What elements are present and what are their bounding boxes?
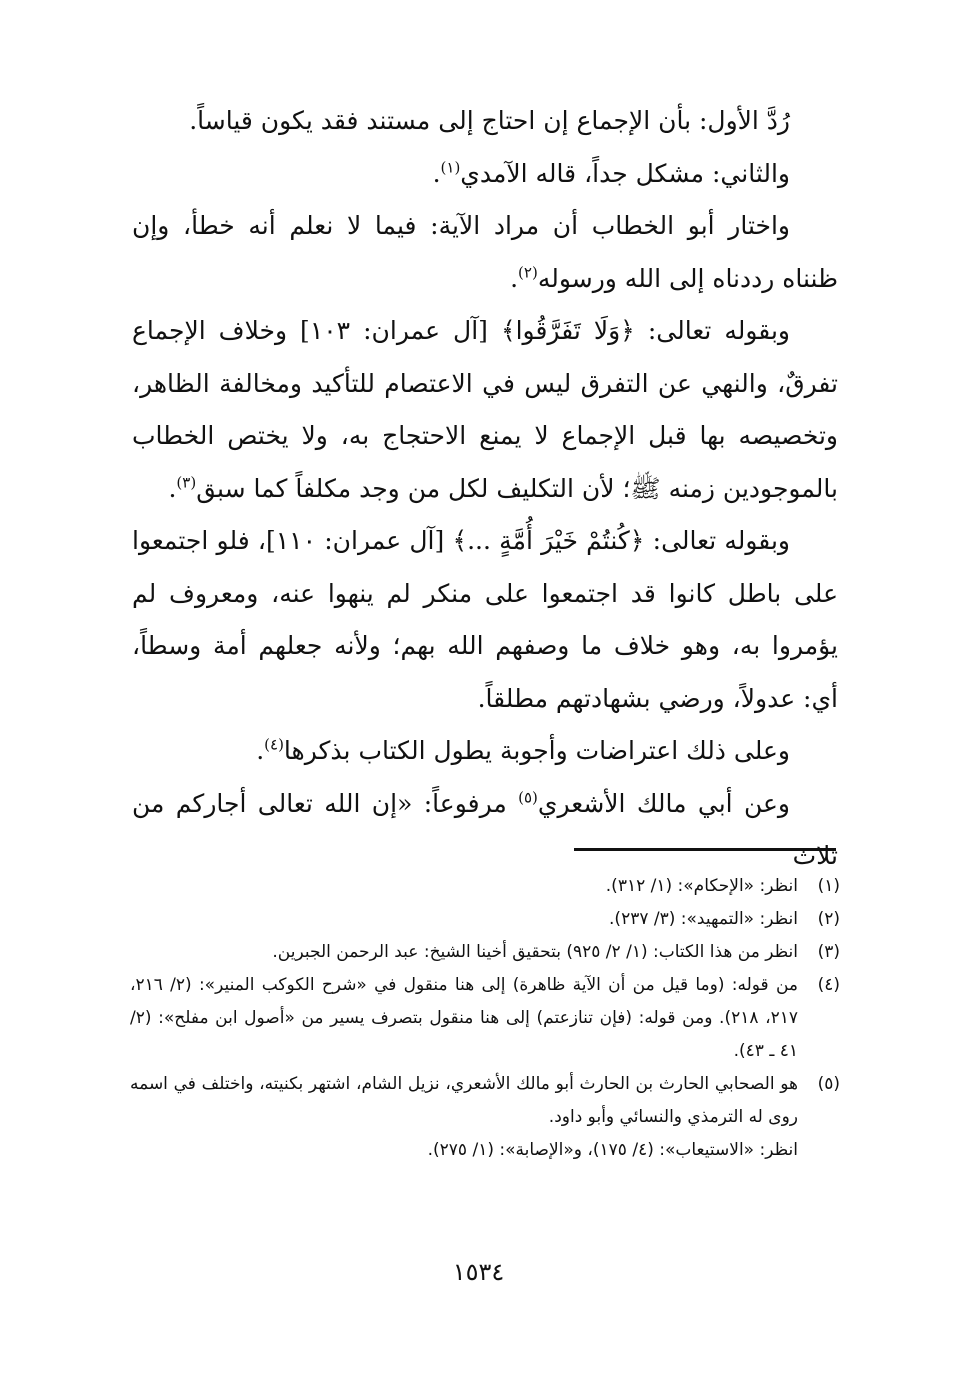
- footnotes: [130, 870, 840, 1167]
- punctuation: .: [510, 263, 519, 293]
- paragraph-text: وعلى ذلك اعتراضات وأجوبة يطول الكتاب بذكرها: [283, 736, 790, 765]
- main-text: [132, 95, 838, 883]
- footnote-text-block: [130, 1068, 798, 1167]
- footnote-5: [130, 1068, 840, 1167]
- line-text: رُدَّ الأول: بأن الإجماع إن احتاج إلى مستند فقد يكون قياساً.: [189, 106, 790, 135]
- page-number: ١٥٣٤: [452, 1258, 505, 1286]
- footnote-number: (٢): [817, 909, 840, 929]
- paragraph-2: [132, 148, 838, 201]
- punctuation: .: [168, 473, 177, 503]
- footnote-text: انظر: «الإحكام»: (١/ ٣١٢).: [605, 876, 798, 896]
- footnote-number: (٣): [817, 942, 840, 962]
- footnote-number: (٤): [817, 975, 840, 995]
- footnote-1: [130, 870, 840, 903]
- footnote-ref: (٣): [176, 473, 197, 492]
- footnote-text: انظر: «التمهيد»: (٣/ ٢٣٧).: [609, 909, 798, 929]
- line-text: والثاني: مشكل جداً، قاله الآمدي: [460, 158, 790, 188]
- footnote-ref: (٢): [518, 263, 538, 282]
- paragraph-text: [آل عمران: ١٠٣] وخلاف الإجماع تفرقٌ، والنهي عن التفرق ليس في الاعتصام للتأكيد ومخالفة الظاهر، وتخصيصه بها قبل الإجماع لا يمنع الاحتجاج به، ولا يختص الخطاب بالموجودين زمنه ﷺ؛ لأن التكليف لكل من وجد مكلفاً كما سبق: [132, 316, 838, 503]
- paragraph-1: [132, 95, 838, 148]
- footnote-ref: (٥): [518, 788, 538, 807]
- footnote-separator: [574, 848, 836, 851]
- paragraph-4: [132, 305, 838, 515]
- footnote-3: [130, 936, 840, 969]
- paragraph-6: [132, 725, 838, 778]
- footnote-4: [130, 969, 840, 1068]
- footnote-text: انظر: «الاستيعاب»: (٤/ ١٧٥)، و«الإصابة»: (١/ ٢٧٥).: [427, 1140, 798, 1160]
- paragraph-3: [132, 200, 838, 305]
- footnote-number: (٥): [817, 1074, 840, 1094]
- punctuation: .: [256, 736, 265, 765]
- paragraph-text: مرفوعاً: «إن الله تعالى أجاركم من ثلاث: [132, 788, 838, 870]
- quran-quote: ﴿كُنتُمْ خَيْرَ أُمَّةٍ ...﴾: [452, 526, 645, 555]
- punctuation: .: [432, 158, 441, 188]
- footnote-2: [130, 903, 840, 936]
- footnote-text: من قوله: (وما قيل من أن الآية ظاهرة) إلى هنا منقول في «شرح الكوكب المنير»: (٢/ ٢١٦، ٢١٧، ٢١٨). ومن قوله: (فإن تنازعتم) إلى هنا منقول بتصرف يسير من «أصول ابن مفلح»: (٢/ ٤١ ـ ٤٣).: [130, 975, 798, 1061]
- paragraph-text: واختار أبو الخطاب أن مراد الآية: فيما لا نعلم أنه خطأ، وإن ظنناه رددناه إلى الله ورسوله: [132, 211, 838, 293]
- footnote-text: انظر من هذا الكتاب: (١/ ٢/ ٩٢٥) بتحقيق أخينا الشيخ: عبد الرحمن الجبرين.: [272, 942, 798, 962]
- paragraph-text: وبقوله تعالى:: [644, 526, 790, 555]
- footnote-ref: (٤): [264, 735, 284, 754]
- paragraph-7: [132, 778, 838, 883]
- quran-quote: ﴿وَلَا تَفَرَّقُوا﴾: [500, 316, 635, 345]
- footnote-ref: (١): [440, 158, 461, 177]
- paragraph-text: وبقوله تعالى:: [634, 316, 790, 345]
- footnote-number: (١): [817, 876, 840, 896]
- footnote-text: هو الصحابي الحارث بن الحارث أبو مالك الأشعري، نزيل الشام، اشتهر بكنيته، واختلف في اسمه روى له الترمذي والنسائي وأبو داود.: [130, 1074, 798, 1127]
- paragraph-text: [آل عمران: ١١٠]، فلو اجتمعوا على باطل كانوا قد اجتمعوا على منكر لم ينهوا عنه، ومعروف لم يؤمروا به، وهو خلاف ما وصفهم الله بهم؛ ولأنه جعلهم أمة وسطاً، أي: عدولاً، ورضي بشهادتهم مطلقاً.: [132, 526, 838, 713]
- paragraph-5: [132, 515, 838, 725]
- paragraph-text: وعن أبي مالك الأشعري: [537, 788, 790, 818]
